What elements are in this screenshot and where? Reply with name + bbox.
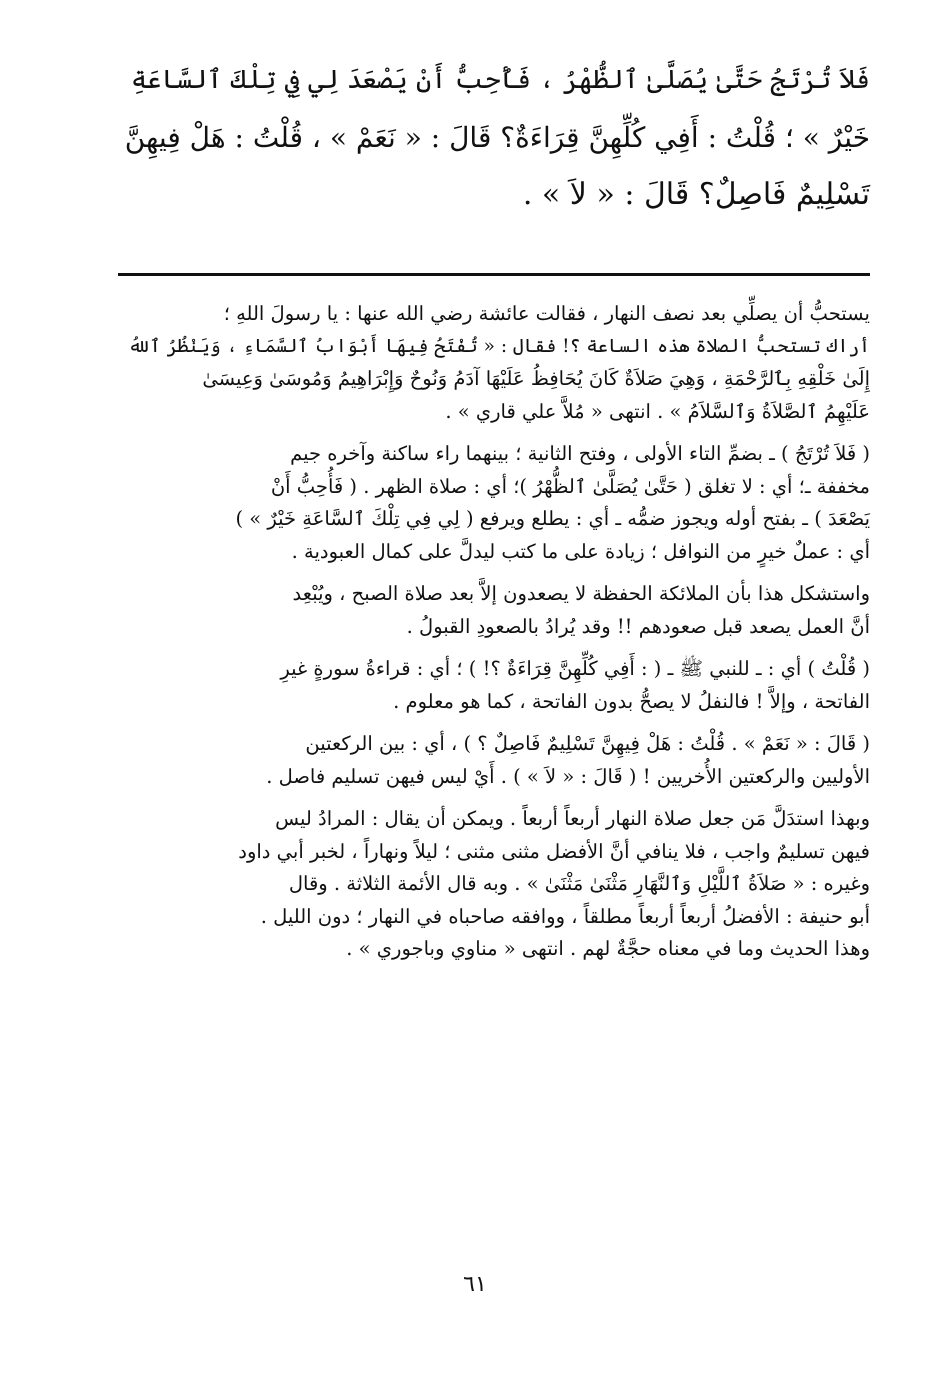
commentary-line: يستحبُّ أن يصلِّي بعد نصف النهار ، فقالت عائشة رضي الله عنها : يا رسولَ اللهِ ؛	[223, 302, 870, 325]
commentary-line: وهذا الحديث وما في معناه حجَّةٌ لهم . انتهى « مناوي وباجوري » .	[346, 937, 870, 960]
commentary	[118, 298, 870, 966]
commentary-line: الأوليين والركعتين الأُخريين ! ( قَالَ : « لاَ » ) . أَيْ ليس فيهن تسليم فاصل .	[266, 764, 870, 788]
commentary-line: وغيره : « صَلاَةُ ٱللَّيْلِ وَٱلنَّهَارِ مَثْنَىٰ مَثْنَىٰ » . وبه قال الأئمة الثلاثة . وقال	[288, 872, 870, 895]
commentary-line: فيهن تسليمٌ واجب ، فلا ينافي أنَّ الأفضل مثنى مثنى ؛ ليلاً ونهاراً ، لخبر أبي داود	[238, 839, 870, 863]
commentary-line: يَصْعَدَ ) ـ بفتح أوله ويجوز ضمُّه ـ أي : يطلع ويرفع ( لِي فِي تِلْكَ ٱلسَّاعَةِ خَيْرٌ » )	[235, 507, 870, 530]
commentary-line: ( فَلاَ تُرْتَجُ ) ـ بضمِّ التاء الأولى ، وفتح الثانية ؛ بينهما راء ساكنة وآخره جيم	[290, 442, 870, 465]
commentary-line: وبهذا استدَلَّ مَن جعل صلاة النهار أربعاً أربعاً . ويمكن أن يقال : المرادُ ليس	[275, 807, 870, 830]
commentary-line: مخففة ـ؛ أي : لا تغلق ( حَتَّىٰ يُصَلَّىٰ ٱلظُّهْرُ )؛ أي : صلاة الظهر . ( فَأُحِبُّ أَنْ	[270, 474, 870, 498]
commentary-line: أي : عملٌ خيرٍ من النوافل ؛ زيادة على ما كتب ليدلَّ على كمال العبودية .	[291, 539, 870, 563]
commentary-paragraph	[118, 728, 870, 793]
commentary-paragraph	[118, 578, 870, 643]
commentary-paragraph	[118, 803, 870, 966]
commentary-line: أراك تستحبُّ الصلاة هذه الساعة ؟! فقال : « تُفْتَحُ فِيهَا أَبْوَابُ ٱلسَّمَاءِ ، وَيَنْظُرُ ٱللهُ	[128, 335, 870, 357]
hadith-line: فَلاَ تُرْتَجُ حَتَّىٰ يُصَلَّىٰ ٱلظُّهْرُ ، فَأُحِبُّ أَنْ يَصْعَدَ لِي فِي تِلْكَ ٱلسَّاعَةِ	[130, 65, 870, 95]
hadith-line: خَيْرٌ » ؛ قُلْتُ : أَفِي كُلِّهِنَّ قِرَاءَةٌ؟ قَالَ : « نَعَمْ » ، قُلْتُ : هَلْ فِيهِنَّ	[124, 121, 870, 154]
commentary-line: عَلَيْهِمُ ٱلصَّلاَةُ وَٱلسَّلاَمُ » . انتهى « مُلاَّ علي قاري » .	[445, 399, 870, 423]
commentary-line: ( قُلْتُ ) أي : ـ للنبي ﷺ ـ ( : أَفِي كُلِّهِنَّ قِرَاءَةٌ ؟! ) ؛ أي : قراءةُ سورةٍ غيرِ	[280, 657, 870, 680]
hadith-line: تَسْلِيمٌ فَاصِلٌ؟ قَالَ : « لاَ » .	[522, 177, 870, 212]
page-content	[118, 52, 870, 976]
commentary-line: الفاتحة ، وإلاَّ ! فالنفلُ لا يصحُّ بدون الفاتحة ، كما هو معلوم .	[393, 689, 870, 713]
commentary-paragraph	[118, 653, 870, 718]
commentary-line: ( قَالَ : « نَعَمْ » . قُلْتُ : هَلْ فِيهِنَّ تَسْلِيمٌ فَاصِلٌ ؟ ) ، أي : بين الركعتين	[305, 732, 870, 755]
commentary-line: أبو حنيفة : الأفضلُ أربعاً أربعاً مطلقاً ، ووافقه صاحباه في النهار ؛ دون الليل .	[260, 904, 870, 928]
commentary-paragraph	[118, 298, 870, 428]
commentary-line: أنَّ العمل يصعد قبل صعودهم !! وقد يُرادُ بالصعودِ القبولُ .	[406, 614, 870, 638]
commentary-line: إِلَىٰ خَلْقِهِ بِٱلرَّحْمَةِ ، وَهِيَ صَلاَةٌ كَانَ يُحَافِظُ عَلَيْهَا آدَمُ وَنُوحٌ وَإِبْرَاهِيمُ وَمُوسَىٰ وَعِيسَىٰ	[202, 367, 870, 390]
page-number: ٦١	[463, 1272, 487, 1297]
commentary-paragraph	[118, 438, 870, 568]
separator-rule	[118, 273, 870, 276]
hadith-text	[118, 52, 870, 223]
commentary-line: واستشكل هذا بأن الملائكة الحفظة لا يصعدون إلاَّ بعد صلاة الصبح ، ويُبْعِد	[292, 582, 870, 605]
